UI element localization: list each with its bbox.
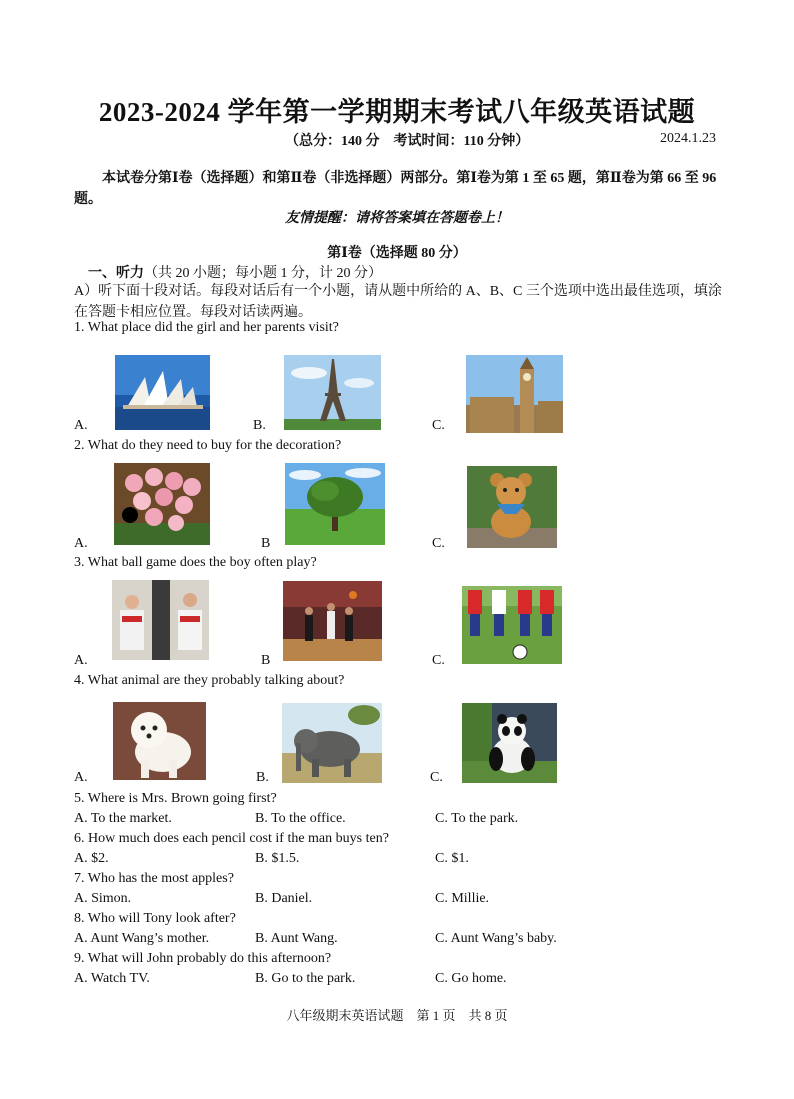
eiffel-tower-image <box>284 355 381 430</box>
question-1: 1. What place did the girl and her parents visit? <box>74 320 339 335</box>
q5-option-c: C. To the park. <box>435 811 519 826</box>
q3-label-b: B <box>261 653 271 668</box>
big-ben-image <box>466 355 563 433</box>
section-detail: （共 20 小题；每小题 1 分，计 20 分） <box>144 266 382 281</box>
q6-option-a: A. $2. <box>74 851 109 866</box>
listening-instruction: A）听下面十段对话。每段对话后有一个小题，请从题中所给的 A、B、C 三个选项中选出最佳选项，填涂在答题卡相应位置。每段对话读两遍。 <box>74 284 722 320</box>
question-3: 3. What ball game does the boy often play? <box>74 555 317 570</box>
part-title: 第Ⅰ卷（选择题 80 分） <box>327 246 467 261</box>
q1-label-c: C. <box>432 418 445 433</box>
question-5: 5. Where is Mrs. Brown going first? <box>74 791 277 806</box>
q2-label-b: B <box>261 536 271 551</box>
question-7: 7. Who has the most apples? <box>74 871 234 886</box>
q4-label-a: A. <box>74 770 88 785</box>
tree-image <box>285 463 385 545</box>
elephant-image <box>282 703 382 783</box>
question-9: 9. What will John probably do this afternoon? <box>74 951 332 966</box>
volleyball-image <box>112 580 209 660</box>
reminder-note: 友情提醒：请将答案填在答题卷上！ <box>285 211 509 226</box>
panda-image <box>462 703 557 783</box>
q8-option-b: B. Aunt Wang. <box>255 931 338 946</box>
section-name: 一、听力 <box>88 266 144 281</box>
q7-option-a: A. Simon. <box>74 891 132 906</box>
dog-image <box>113 702 206 780</box>
q8-option-a: A. Aunt Wang’s mother. <box>74 931 210 946</box>
section-heading <box>88 262 382 282</box>
q1-label-a: A. <box>74 418 88 433</box>
q5-option-b: B. To the office. <box>255 811 346 826</box>
exam-date: 2024.1.23 <box>660 131 716 146</box>
exam-intro: 本试卷分第Ⅰ卷（选择题）和第Ⅱ卷（非选择题）两部分。第Ⅰ卷为第 1 至 65 题，第Ⅱ卷为第 66 至 96 题。 <box>74 171 717 207</box>
q2-label-c: C. <box>432 536 445 551</box>
q1-label-b: B. <box>253 418 266 433</box>
q3-label-a: A. <box>74 653 88 668</box>
question-2: 2. What do they need to buy for the decoration? <box>74 438 342 453</box>
q9-option-a: A. Watch TV. <box>74 971 150 986</box>
question-4: 4. What animal are they probably talking about? <box>74 673 345 688</box>
exam-title: 2023-2024 学年第一学期期末考试八年级英语试题 <box>98 97 696 127</box>
page-footer: 八年级期末英语试题 第 1 页 共 8 页 <box>286 1008 508 1023</box>
q3-label-c: C. <box>432 653 445 668</box>
q6-option-c: C. $1. <box>435 851 469 866</box>
exam-subtitle: （总分：140 分 考试时间：110 分钟） <box>285 134 530 149</box>
basketball-image <box>283 581 382 661</box>
question-8: 8. Who will Tony look after? <box>74 911 236 926</box>
q4-label-c: C. <box>430 770 443 785</box>
q6-option-b: B. $1.5. <box>255 851 300 866</box>
sydney-opera-house-image <box>115 355 210 430</box>
q4-label-b: B. <box>256 770 269 785</box>
q8-option-c: C. Aunt Wang’s baby. <box>435 931 557 946</box>
q9-option-b: B. Go to the park. <box>255 971 356 986</box>
q5-option-a: A. To the market. <box>74 811 172 826</box>
q7-option-c: C. Millie. <box>435 891 490 906</box>
q7-option-b: B. Daniel. <box>255 891 313 906</box>
q9-option-c: C. Go home. <box>435 971 507 986</box>
q2-label-a: A. <box>74 536 88 551</box>
question-6: 6. How much does each pencil cost if the man buys ten? <box>74 831 389 846</box>
roses-image <box>114 463 210 545</box>
soccer-image <box>462 586 562 664</box>
teddy-bear-image <box>467 466 557 548</box>
